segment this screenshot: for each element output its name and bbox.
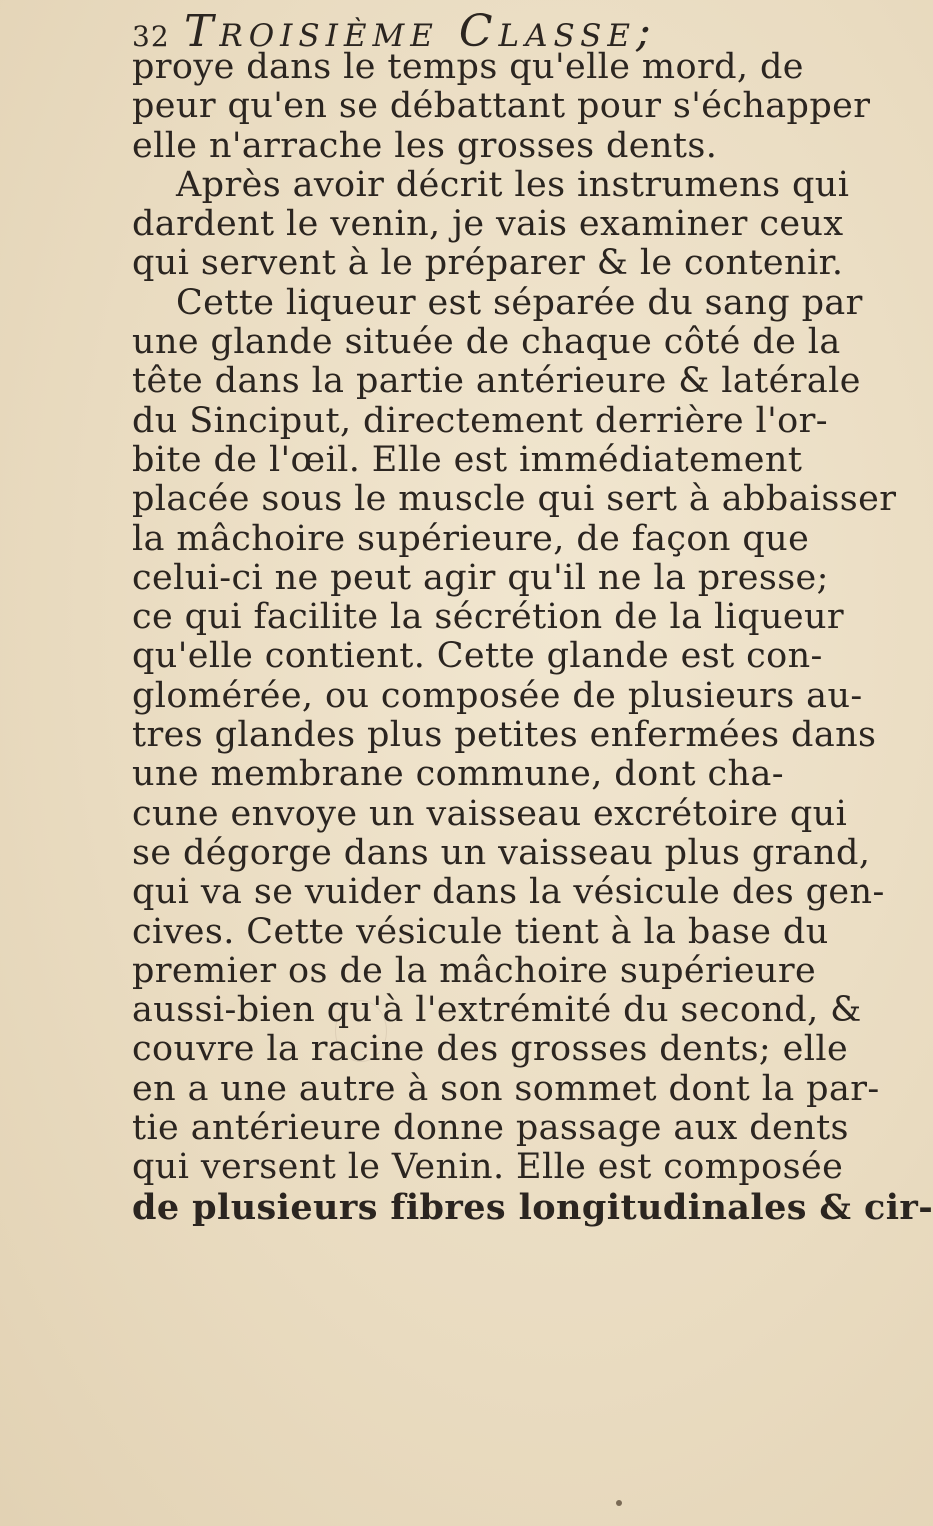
text-line: glomérée, ou composée de plusieurs au-	[132, 675, 863, 716]
text-line: ce qui facilite la sécrétion de la liqueur	[132, 597, 845, 638]
text-line: en a une autre à son sommet dont la par-	[132, 1068, 880, 1109]
text-line: peur qu'en se débattant pour s'échapper	[132, 86, 871, 127]
text-line: qui va se vuider dans la vésicule des gen-	[132, 872, 885, 913]
text-line: qui servent à le préparer & le contenir.	[132, 243, 844, 284]
text-line: bite de l'œil. Elle est immédiatement	[132, 439, 803, 480]
text-line: placée sous le muscle qui sert à abbaisser	[132, 479, 897, 520]
text-line: elle n'arrache les grosses dents.	[132, 125, 718, 166]
page-number: 32	[132, 20, 170, 53]
text-line: tête dans la partie antérieure & latérale	[132, 361, 861, 402]
text-line: dardent le venin, je vais examiner ceux	[132, 204, 844, 245]
text-line: proye dans le temps qu'elle mord, de	[132, 47, 804, 87]
text-line: premier os de la mâchoire supérieure	[132, 950, 817, 991]
body-text	[132, 47, 933, 1228]
text-line: du Sinciput, directement derrière l'or-	[132, 400, 828, 441]
paragraph-start-line: Après avoir décrit les instrumens qui	[176, 164, 850, 205]
text-line: qui versent le Venin. Elle est composée	[132, 1147, 844, 1188]
text-line: tres glandes plus petites enfermées dans	[132, 715, 877, 756]
paragraph-start-line: Cette liqueur est séparée du sang par	[176, 282, 863, 323]
text-line: une membrane commune, dont cha-	[132, 754, 784, 795]
text-line: qu'elle contient. Cette glande est con-	[132, 636, 823, 677]
ink-speck	[616, 1500, 622, 1506]
text-line: celui-ci ne peut agir qu'il ne la presse;	[132, 557, 829, 598]
text-line: tie antérieure donne passage aux dents	[132, 1108, 849, 1149]
running-title: Troisième Classe;	[184, 6, 657, 57]
text-line: se dégorge dans un vaisseau plus grand,	[132, 832, 871, 873]
text-line: cune envoye un vaisseau excrétoire qui	[132, 793, 848, 834]
text-line: la mâchoire supérieure, de façon que	[132, 518, 810, 559]
show-through-blot	[335, 1000, 387, 1062]
text-line: couvre la racine des grosses dents; elle	[132, 1029, 849, 1070]
text-line: aussi-bien qu'à l'extrémité du second, &	[132, 990, 862, 1031]
text-line: une glande située de chaque côté de la	[132, 322, 841, 363]
text-line: cives. Cette vésicule tient à la base du	[132, 911, 829, 952]
text-line: de plusieurs fibres longitudinales & cir-	[132, 1186, 933, 1228]
